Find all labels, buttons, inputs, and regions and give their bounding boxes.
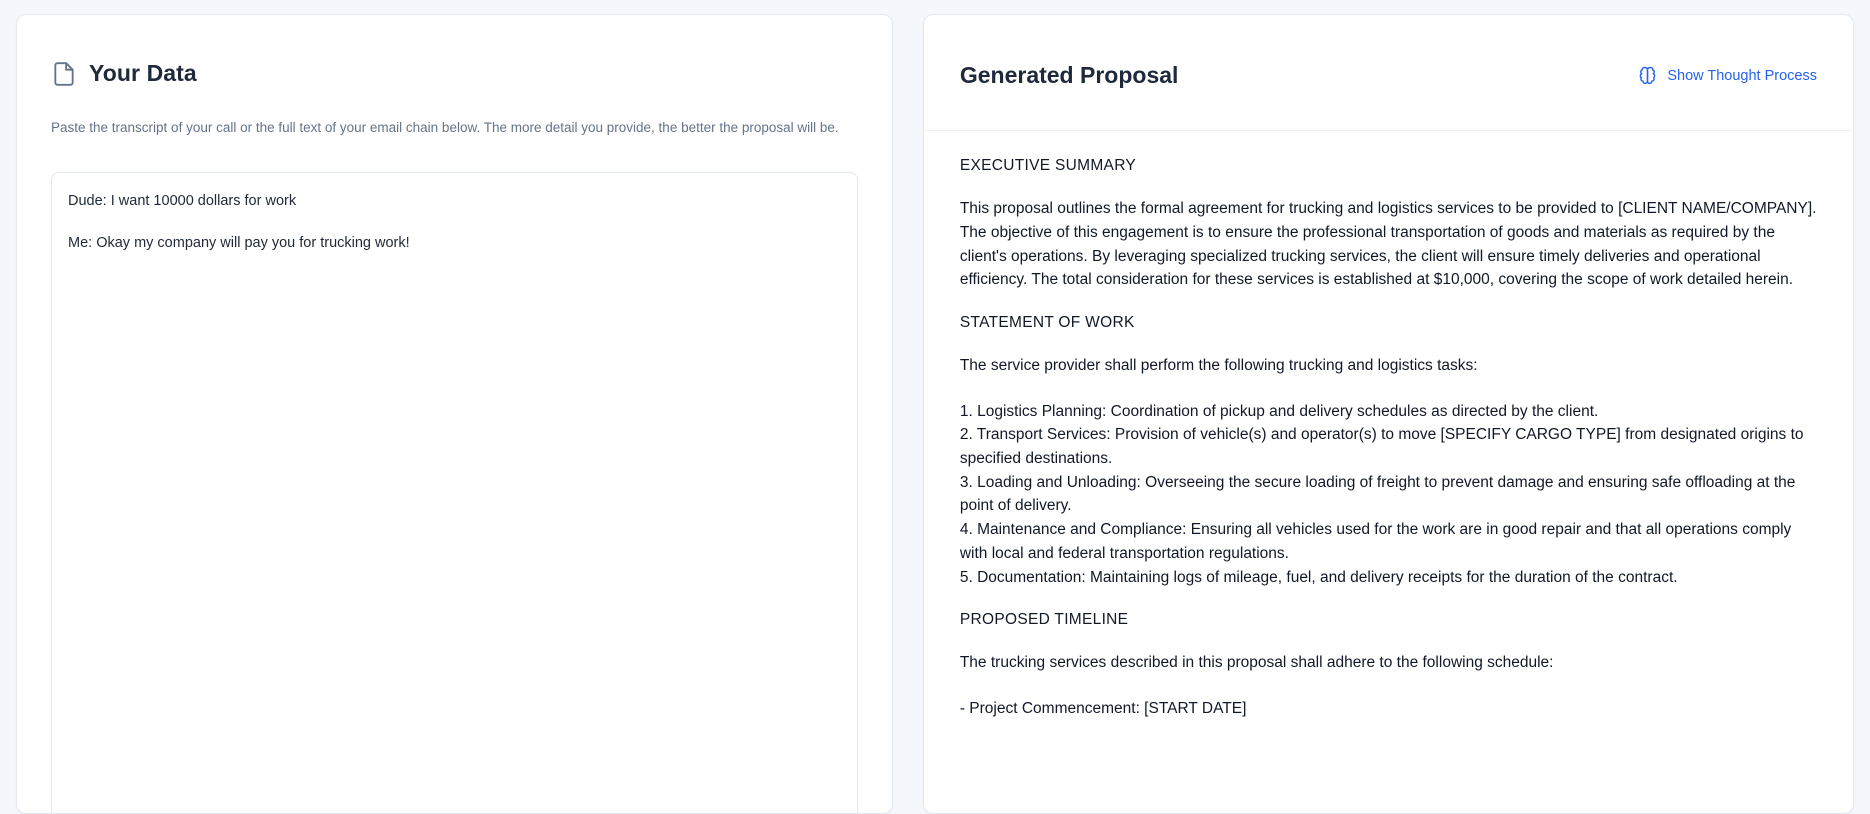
brain-icon: [1637, 65, 1658, 86]
list-item: - Project Commencement: [START DATE]: [959, 700, 1247, 717]
transcript-input[interactable]: [51, 172, 858, 813]
proposal-title: Generated Proposal: [959, 62, 1179, 89]
show-thought-process-label: Show Thought Process: [1667, 67, 1817, 84]
list-item: 1. Logistics Planning: Coordination of pickup and delivery schedules as directed by the client.: [959, 402, 1599, 420]
section-paragraph: The trucking services described in this proposal shall adhere to the following schedule:: [959, 654, 1554, 672]
proposal-content: [924, 131, 1853, 813]
generated-proposal-panel: [923, 14, 1854, 814]
section-list: [960, 697, 1817, 721]
page-title: Your Data: [89, 60, 197, 87]
your-data-panel: [16, 14, 893, 814]
list-item: 3. Loading and Unloading: Overseeing the secure loading of freight to prevent damage and ensuring safe offloading at the point of delivery.: [959, 473, 1796, 515]
section-heading: PROPOSED TIMELINE: [959, 611, 1129, 629]
section-paragraph: The service provider shall perform the following trucking and logistics tasks:: [959, 356, 1478, 374]
section-list: [960, 400, 1817, 590]
your-data-description: Paste the transcript of your call or the full text of your email chain below. The more detail you provide, the better the proposal will be.: [51, 119, 839, 135]
section-heading: STATEMENT OF WORK: [959, 313, 1135, 331]
proposal-header: [924, 15, 1853, 131]
list-item: 4. Maintenance and Compliance: Ensuring all vehicles used for the work are in good repair and that all operations comply with local and federal transportation regulations.: [959, 521, 1792, 562]
transcript-line: Me: Okay my company will pay you for trucking work!: [68, 234, 410, 251]
list-item: 5. Documentation: Maintaining logs of mileage, fuel, and delivery receipts for the duration of the contract.: [959, 568, 1678, 586]
section-paragraph: This proposal outlines the formal agreement for trucking and logistics services to be provided to [CLIENT NAME/COMPANY]. The objective of this engagement is to ensure the professional transportation of goods and materials as required by the client's operations. By leveraging specialized trucking services, the client will ensure timely deliveries and operational efficiency. The total consideration for these services is established at $10,000, covering the scope of work detailed herein.: [959, 200, 1817, 289]
list-item: 2. Transport Services: Provision of vehicle(s) and operator(s) to move [SPECIFY CARGO TYPE] from designated origins to specified destinations.: [959, 426, 1804, 468]
show-thought-process-button[interactable]: [1637, 65, 1817, 86]
transcript-line: Dude: I want 10000 dollars for work: [68, 192, 297, 209]
document-icon: [51, 61, 77, 87]
your-data-header: [51, 45, 858, 103]
section-heading: EXECUTIVE SUMMARY: [959, 157, 1137, 175]
